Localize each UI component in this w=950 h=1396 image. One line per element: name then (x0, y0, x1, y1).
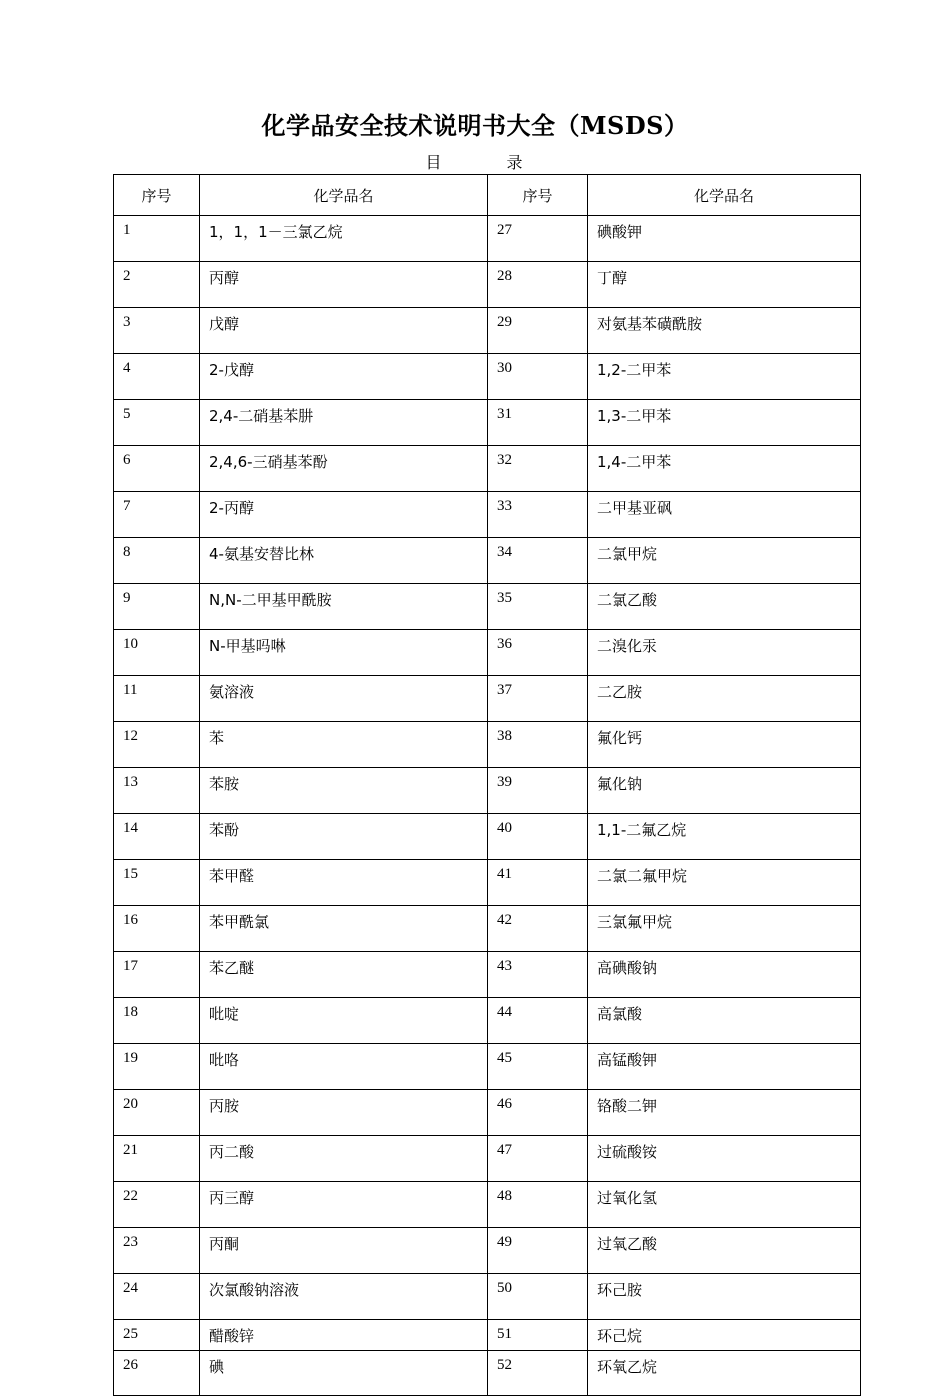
table-row (114, 722, 861, 768)
row-number: 15 (114, 860, 200, 906)
row-number: 36 (488, 630, 588, 676)
chemical-name: 氟化钠 (588, 768, 861, 814)
table-row (114, 262, 861, 308)
row-number: 26 (114, 1351, 200, 1396)
chemical-name: 二氯乙酸 (588, 584, 861, 630)
chemical-name: 2,4-二硝基苯肼 (200, 400, 488, 446)
chemical-name: 苯甲酰氯 (200, 906, 488, 952)
chemical-name: 戊醇 (200, 308, 488, 354)
table-row (114, 952, 861, 998)
row-number: 7 (114, 492, 200, 538)
row-number: 18 (114, 998, 200, 1044)
chemical-name: 苯 (200, 722, 488, 768)
chemical-name: 对氨基苯磺酰胺 (588, 308, 861, 354)
row-number: 47 (488, 1136, 588, 1182)
chemical-name: 二溴化汞 (588, 630, 861, 676)
row-number: 19 (114, 1044, 200, 1090)
table-row (114, 1136, 861, 1182)
row-number: 12 (114, 722, 200, 768)
table-row (114, 584, 861, 630)
contents-heading: 目 录 (425, 153, 553, 172)
table-row (114, 860, 861, 906)
chemical-name: 过氧化氢 (588, 1182, 861, 1228)
table-row (114, 1090, 861, 1136)
chemical-name: 2,4,6-三硝基苯酚 (200, 446, 488, 492)
chemical-name: 氨溶液 (200, 676, 488, 722)
chemical-name: 碘 (200, 1351, 488, 1396)
chemical-name: 4-氨基安替比林 (200, 538, 488, 584)
chemical-name: 1，1，1－三氯乙烷 (200, 216, 488, 262)
chemical-name: 丁醇 (588, 262, 861, 308)
chemical-name: 二甲基亚砜 (588, 492, 861, 538)
table-row (114, 1182, 861, 1228)
row-number: 24 (114, 1274, 200, 1320)
chemical-name: 氟化钙 (588, 722, 861, 768)
chemical-name: 吡啶 (200, 998, 488, 1044)
row-number: 52 (488, 1351, 588, 1396)
chemical-name: 苯胺 (200, 768, 488, 814)
row-number: 11 (114, 676, 200, 722)
row-number: 39 (488, 768, 588, 814)
chemical-name: 2-丙醇 (200, 492, 488, 538)
header-number: 序号 (114, 175, 200, 216)
row-number: 49 (488, 1228, 588, 1274)
table-row (114, 998, 861, 1044)
chemical-name: 铬酸二钾 (588, 1090, 861, 1136)
table-row (114, 1044, 861, 1090)
chemical-name: N-甲基吗啉 (200, 630, 488, 676)
row-number: 31 (488, 400, 588, 446)
header-chemical-name: 化学品名 (200, 175, 488, 216)
chemical-name: 2-戊醇 (200, 354, 488, 400)
chemical-name: 二氯甲烷 (588, 538, 861, 584)
chemical-name: 环氧乙烷 (588, 1351, 861, 1396)
table-row (114, 768, 861, 814)
chemical-name: 丙酮 (200, 1228, 488, 1274)
row-number: 8 (114, 538, 200, 584)
row-number: 25 (114, 1320, 200, 1351)
row-number: 32 (488, 446, 588, 492)
row-number: 4 (114, 354, 200, 400)
row-number: 27 (488, 216, 588, 262)
contents-table-body (114, 216, 861, 1396)
document-title: 化学品安全技术说明书大全（MSDS） (261, 111, 689, 140)
row-number: 33 (488, 492, 588, 538)
table-row (114, 354, 861, 400)
chemical-name: 碘酸钾 (588, 216, 861, 262)
chemical-name: 丙三醇 (200, 1182, 488, 1228)
chemical-name: 二氯二氟甲烷 (588, 860, 861, 906)
row-number: 48 (488, 1182, 588, 1228)
contents-table (113, 174, 861, 1396)
row-number: 3 (114, 308, 200, 354)
row-number: 23 (114, 1228, 200, 1274)
row-number: 34 (488, 538, 588, 584)
row-number: 9 (114, 584, 200, 630)
chemical-name: 次氯酸钠溶液 (200, 1274, 488, 1320)
chemical-name: 高碘酸钠 (588, 952, 861, 998)
row-number: 6 (114, 446, 200, 492)
row-number: 5 (114, 400, 200, 446)
table-header-row (114, 175, 861, 216)
chemical-name: 三氯氟甲烷 (588, 906, 861, 952)
row-number: 50 (488, 1274, 588, 1320)
table-row (114, 1274, 861, 1320)
table-row (114, 216, 861, 262)
chemical-name: 过氧乙酸 (588, 1228, 861, 1274)
table-row (114, 446, 861, 492)
table-row (114, 676, 861, 722)
table-row (114, 492, 861, 538)
row-number: 43 (488, 952, 588, 998)
chemical-name: 丙胺 (200, 1090, 488, 1136)
table-row (114, 1228, 861, 1274)
header-chemical-name: 化学品名 (588, 175, 861, 216)
row-number: 28 (488, 262, 588, 308)
row-number: 40 (488, 814, 588, 860)
chemical-name: 高锰酸钾 (588, 1044, 861, 1090)
row-number: 42 (488, 906, 588, 952)
chemical-name: 1,4-二甲苯 (588, 446, 861, 492)
chemical-name: 高氯酸 (588, 998, 861, 1044)
row-number: 20 (114, 1090, 200, 1136)
row-number: 14 (114, 814, 200, 860)
row-number: 29 (488, 308, 588, 354)
chemical-name: 环己胺 (588, 1274, 861, 1320)
row-number: 1 (114, 216, 200, 262)
chemical-name: 丙二酸 (200, 1136, 488, 1182)
chemical-name: 苯乙醚 (200, 952, 488, 998)
table-row (114, 1351, 861, 1396)
row-number: 17 (114, 952, 200, 998)
table-row (114, 400, 861, 446)
chemical-name: N,N-二甲基甲酰胺 (200, 584, 488, 630)
table-row (114, 308, 861, 354)
row-number: 22 (114, 1182, 200, 1228)
row-number: 51 (488, 1320, 588, 1351)
chemical-name: 吡咯 (200, 1044, 488, 1090)
row-number: 13 (114, 768, 200, 814)
table-row (114, 906, 861, 952)
table-row (114, 814, 861, 860)
header-number: 序号 (488, 175, 588, 216)
chemical-name: 1,3-二甲苯 (588, 400, 861, 446)
row-number: 46 (488, 1090, 588, 1136)
table-row (114, 1320, 861, 1351)
row-number: 38 (488, 722, 588, 768)
chemical-name: 1,1-二氟乙烷 (588, 814, 861, 860)
table-row (114, 538, 861, 584)
chemical-name: 过硫酸铵 (588, 1136, 861, 1182)
row-number: 37 (488, 676, 588, 722)
chemical-name: 醋酸锌 (200, 1320, 488, 1351)
chemical-name: 环己烷 (588, 1320, 861, 1351)
row-number: 30 (488, 354, 588, 400)
chemical-name: 1,2-二甲苯 (588, 354, 861, 400)
chemical-name: 丙醇 (200, 262, 488, 308)
row-number: 41 (488, 860, 588, 906)
row-number: 16 (114, 906, 200, 952)
table-row (114, 630, 861, 676)
row-number: 21 (114, 1136, 200, 1182)
row-number: 45 (488, 1044, 588, 1090)
row-number: 44 (488, 998, 588, 1044)
row-number: 35 (488, 584, 588, 630)
row-number: 10 (114, 630, 200, 676)
chemical-name: 苯甲醛 (200, 860, 488, 906)
chemical-name: 苯酚 (200, 814, 488, 860)
row-number: 2 (114, 262, 200, 308)
chemical-name: 二乙胺 (588, 676, 861, 722)
